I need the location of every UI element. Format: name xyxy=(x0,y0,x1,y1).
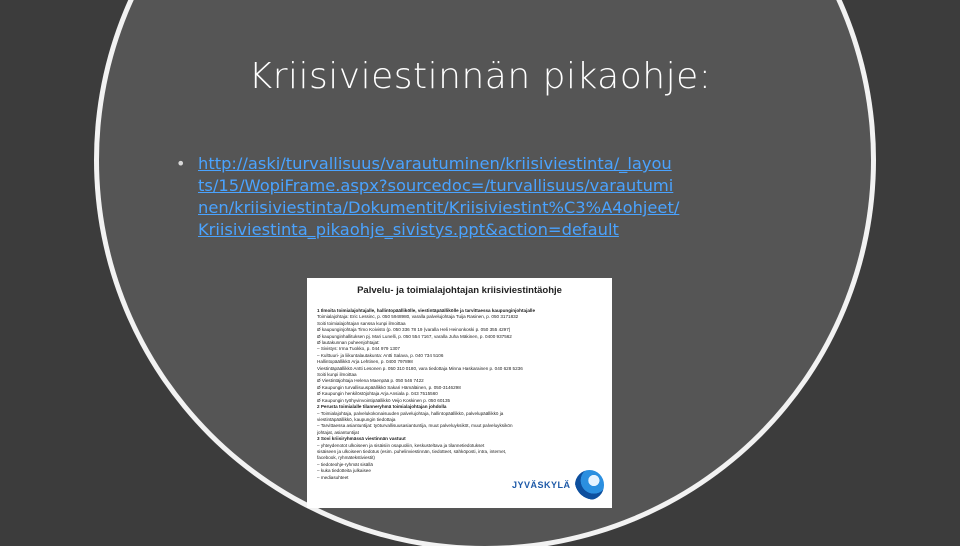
link-line[interactable]: Kriisiviestinta_pikaohje_sivistys.ppt&action=default xyxy=(198,220,619,239)
document-line: facebook, ryhmätekstiviestit) xyxy=(317,455,375,461)
document-line: – Sivistys: Irma Tuokko, p. 044 979 1307 xyxy=(317,346,400,352)
document-line: 3 Sovi kriisiryhmässä viestinnän vastuut xyxy=(317,436,406,442)
document-line: – tiedoteohje-ryhmät sisällä xyxy=(317,461,373,467)
document-title: Palvelu- ja toimialajohtajan kriisiviestintäohje xyxy=(357,285,562,296)
document-line: Ø Kaupungin henkilöstöjohtaja Arja Ansiala p. 043 7515560 xyxy=(317,391,438,397)
link-line[interactable]: ts/15/WopiFrame.aspx?sourcedoc=/turvallisuus/varautumi xyxy=(198,176,674,195)
document-line: – Toimialajohtaja, palvelukokonaisuuden palvelujohtaja, hallintopäällikkö, palvelupäällikkö ja xyxy=(317,410,504,416)
document-line: Soiti kunpi ilmoittaa xyxy=(317,372,357,378)
document-line: sisäiseen ja ulkoiseen tiedotus (esim. puhelinviestinnän, tiedotteet, sähköposti, intra, internet, xyxy=(317,448,507,454)
link-block[interactable] xyxy=(198,153,679,241)
link-line[interactable]: http://aski/turvallisuus/varautuminen/kriisiviestinta/_layou xyxy=(198,154,672,173)
document-line: Soiti toimialajohtajan sanssa kunpi ilmoittaa xyxy=(317,320,406,326)
document-line: – yhteydenotot ulkoiseen ja sisäisiin osapuoliin, keskusteltava ja tilannetiedotukset xyxy=(317,442,485,448)
document-line: Toimialajohtaja: Eric Lessinc, p. 050 5948980, varalla palvelujohtaja Tuija Rasinen, p. 050 3171832 xyxy=(317,314,519,320)
document-line: Ø kaupunginjohtaja Timo Koivisto (p. 050 336 78 19 (varalla Heli Heinonkoski p. 050 355 4297) xyxy=(317,327,511,333)
logo-mark-icon xyxy=(575,470,604,500)
bullet-dot-icon: • xyxy=(176,154,186,173)
logo-text: JYVÄSKYLÄ xyxy=(512,480,571,490)
document-line: viestintäpäällikkö, kaupungin tiedottaja xyxy=(317,416,396,422)
document-line: Ø Kaupungin turvallisuuspäällikkö Sakari Hämäläinen, p. 050-3146298 xyxy=(317,384,461,390)
document-line: Ø Kaupungin työhyvinvointipäällikkö Veijo Koskinen p. 050 60135 xyxy=(317,397,451,403)
document-line: Ø lautakunnan puheenjohtajat: xyxy=(317,340,380,346)
document-line: – kuka tiedotteita julkaisee xyxy=(317,468,371,474)
link-line[interactable]: nen/kriisiviestinta/Dokumentit/Kriisiviestint%C3%A4ohjeet/ xyxy=(198,198,680,217)
city-logo xyxy=(512,472,604,498)
slide-title: Kriisiviestinnän pikaohje: xyxy=(248,56,712,97)
document-body xyxy=(317,308,604,481)
document-line: 1 Ilmoita toimialajohtajalle, hallintopäällikölle, viestintäpäällikölle ja tarvittaessa kaupunginjohtajalle xyxy=(317,308,536,313)
bullet-item xyxy=(176,153,796,241)
document-line: johtajat, asiantuntijat xyxy=(317,429,359,435)
document-thumbnail xyxy=(307,278,612,508)
document-line: Ø kaupunginhallituksen pj. Mari Lunelli, p. 050 554 7167, varalla Juha Mäkinen, p. 0400 937562 xyxy=(317,333,512,339)
document-line: – Kulttuuri- ja liikuntalautakunta: Antti Salava, p. 040 734 5106 xyxy=(317,352,444,358)
document-line: – mediasuhteet xyxy=(317,474,349,480)
document-line: 2 Perusta toimialalle tilanneryhmä toimialajohtajan johdolla xyxy=(317,404,447,410)
document-line: Ø Viestintäjohtaja Helena Maenpää p. 050 546 7422 xyxy=(317,378,424,384)
document-line: – Tarvittaessa asiantuntijat: työturvallisuusasiantuntija, muut palveluyksiköt, muut palveluyksikön xyxy=(317,423,513,429)
document-line: Hallintopäällikkö Arja Lehtinen, p. 0400 797898 xyxy=(317,359,413,365)
document-line: Viestintäpäällikkö Antti Lesonen p. 050 310 0180, vara tiedottaja Minna Haskarainen p. 040 628 5236 xyxy=(317,365,523,371)
